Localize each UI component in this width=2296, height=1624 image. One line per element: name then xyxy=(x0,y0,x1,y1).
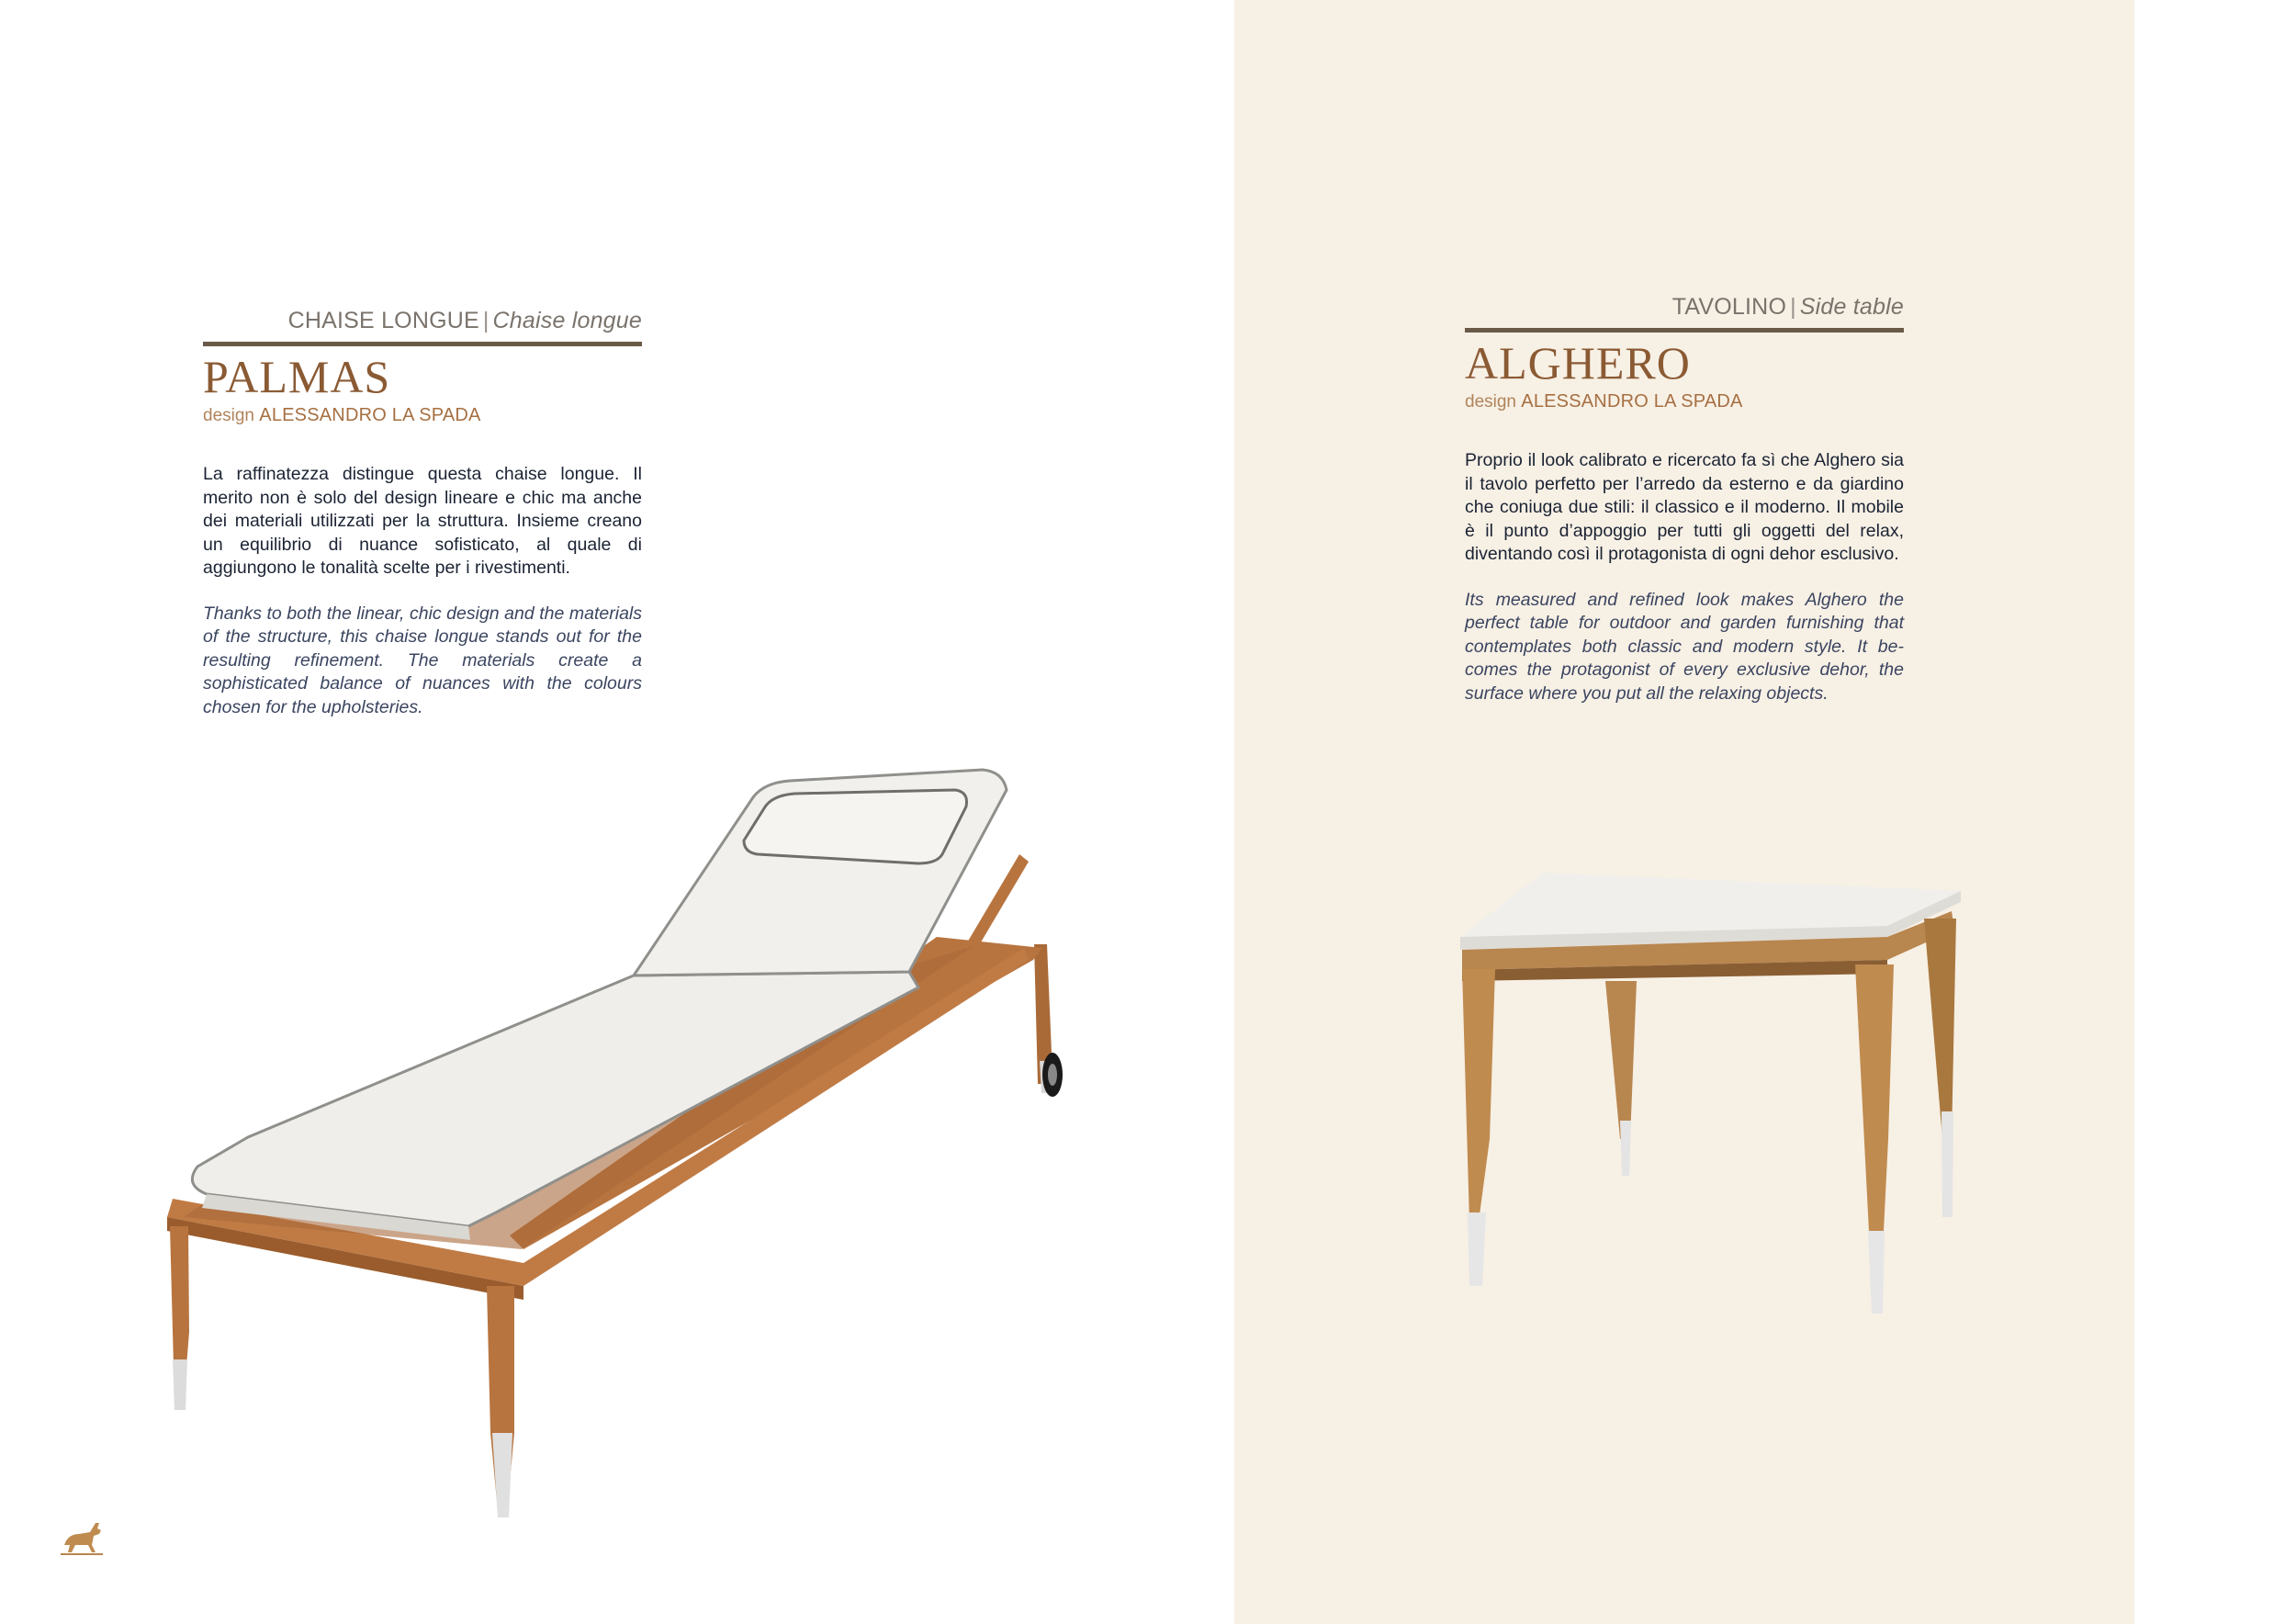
category-en: Side table xyxy=(1799,294,1904,320)
horse-logo-icon xyxy=(55,1517,108,1560)
design-label: design xyxy=(203,406,254,425)
designer-credit xyxy=(1465,391,1904,412)
description-en: Thanks to both the linear, chic design and the materials of the structure, this chaise longue stands out for the resulting refinement. The materials create a sophisticated balance of nuances with the colours chosen for the upholsteries. xyxy=(203,603,642,717)
palmas-category xyxy=(203,308,642,346)
description-it: Proprio il look calibrato e ricercato fa sì che Alghero sia il tavolo perfetto per l’arredo da esterno e da giardino che coniuga due stili: il classico e il moderno. Il mobile è il punto d’appoggio per tutti gli oggetti del relax, diventando così il protagonista di ogni dehor esclusivo. xyxy=(1465,450,1904,564)
side-table-image xyxy=(1442,863,1993,1323)
category-it: TAVOLINO xyxy=(1671,294,1787,320)
designer-credit xyxy=(203,405,642,426)
alghero-text-block xyxy=(1465,294,1904,705)
category-separator: | xyxy=(1790,294,1796,320)
palmas-text-block xyxy=(203,308,642,719)
category-separator: | xyxy=(482,308,490,333)
alghero-category xyxy=(1465,294,1904,333)
designer-name: ALESSANDRO LA SPADA xyxy=(259,405,481,425)
design-label: design xyxy=(1465,392,1516,412)
product-name-palmas: PALMAS xyxy=(203,351,391,402)
product-name-alghero: ALGHERO xyxy=(1465,337,1691,389)
category-it: CHAISE LONGUE xyxy=(287,308,479,333)
designer-name: ALESSANDRO LA SPADA xyxy=(1521,391,1743,412)
cream-panel xyxy=(1234,0,2134,1624)
chaise-longue-image xyxy=(147,735,1093,1543)
description-it: La raffinatezza distingue questa chaise longue. Il merito non è solo del design lineare e chic ma anche dei materiali utilizzati per la struttura. Insieme creano un equilibrio di nuance sofisticato, al quale di aggiungono le tonalità scelte per i rivestimenti. xyxy=(203,464,642,578)
description-en: Its measured and refined look makes Alghero the perfect table for outdoor and garden furnishing that contemplates both classic and modern style. It becomes the protagonist of every exclusive dehor, the surface where you put all the relaxing objects. xyxy=(1465,589,1904,704)
category-en: Chaise longue xyxy=(492,308,642,333)
